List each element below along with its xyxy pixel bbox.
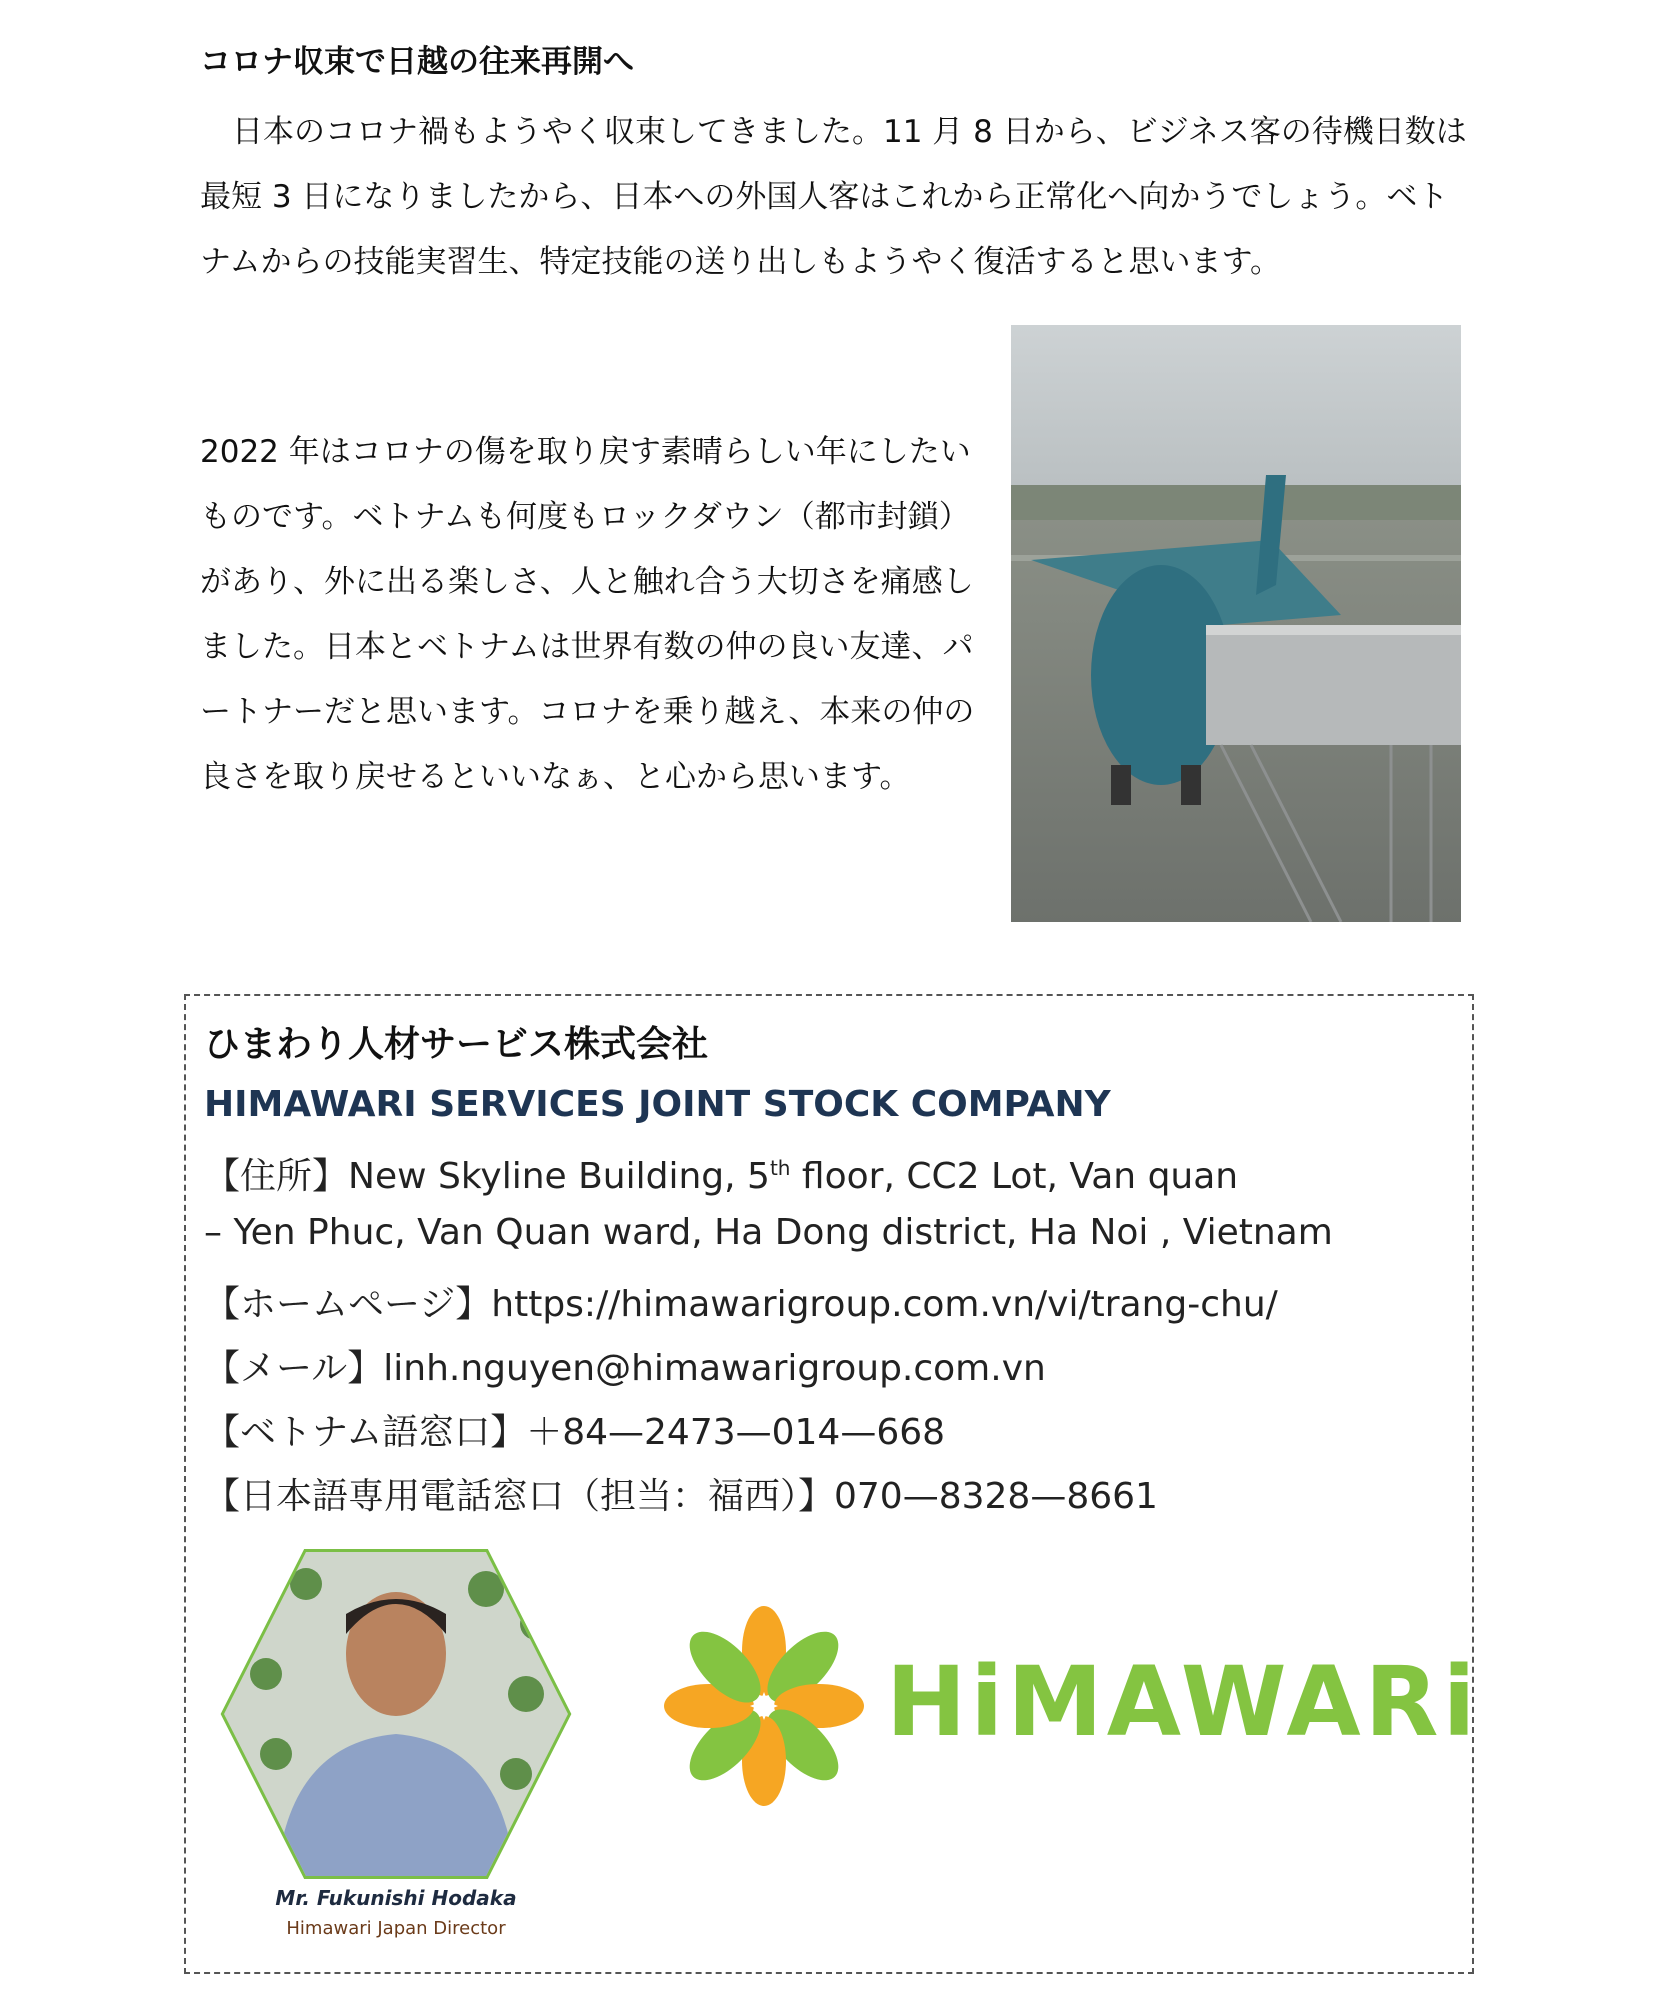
director-portrait [216, 1544, 576, 1884]
address-label: 【住所】 [204, 1156, 349, 1197]
himawari-logo-text: HiMAWARi [886, 1646, 1480, 1758]
airplane-photo [1011, 325, 1461, 922]
address-sup: th [769, 1156, 791, 1180]
address-text-a: New Skyline Building, 5 [348, 1156, 770, 1197]
director-title: Himawari Japan Director [286, 1918, 506, 1939]
address-line-1 [204, 1148, 1238, 1199]
address-text-b: floor, CC2 Lot, Van quan [790, 1156, 1239, 1197]
jet-bridge [1206, 625, 1461, 745]
himawari-flower-icon [664, 1606, 864, 1806]
vietnamese-phone: 【ベトナム語窓口】＋84—2473—014—668 [204, 1412, 946, 1453]
japanese-phone: 【日本語専用電話窓口（担当：福西）】070—8328—8661 [204, 1476, 1158, 1517]
airplane-illustration [1011, 325, 1461, 922]
address-line-2: – Yen Phuc, Van Quan ward, Ha Dong district, Ha Noi , Vietnam [204, 1212, 1333, 1253]
company-name-jp: ひまわり人材サービス株式会社 [204, 1024, 709, 1065]
director-name: Mr. Fukunishi Hodaka [275, 1886, 517, 1910]
company-name-en: HIMAWARI SERVICES JOINT STOCK COMPANY [204, 1084, 1111, 1125]
company-info-box [184, 994, 1480, 1974]
article-heading: コロナ収束で日越の往来再開へ [200, 44, 634, 80]
homepage-link[interactable]: 【ホームページ】https://himawarigroup.com.vn/vi/trang-chu/ [204, 1284, 1278, 1325]
article-paragraph-2: 2022 年はコロナの傷を取り戻す素晴らしい年にしたいものです。ベトナムも何度もロックダウン（都市封鎖）があり、外に出る楽しさ、人と触れ合う大切さを痛感しました。日本とベトナムは世界有数の仲の良い友達、パートナーだと思います。コロナを乗り越え、本来の仲の良さを取り戻せるといいなぁ、と心から思います。 [200, 434, 975, 795]
article-paragraph-1: 日本のコロナ禍もようやく収束してきました。11 月 8 日から、ビジネス客の待機日数は最短 3 日になりましたから、日本への外国人客はこれから正常化へ向かうでしょう。ベトナムからの技能実習生、特定技能の送り出しもようやく復活すると思います。 [200, 114, 1467, 280]
email-link[interactable]: 【メール】linh.nguyen@himawarigroup.com.vn [204, 1348, 1046, 1389]
